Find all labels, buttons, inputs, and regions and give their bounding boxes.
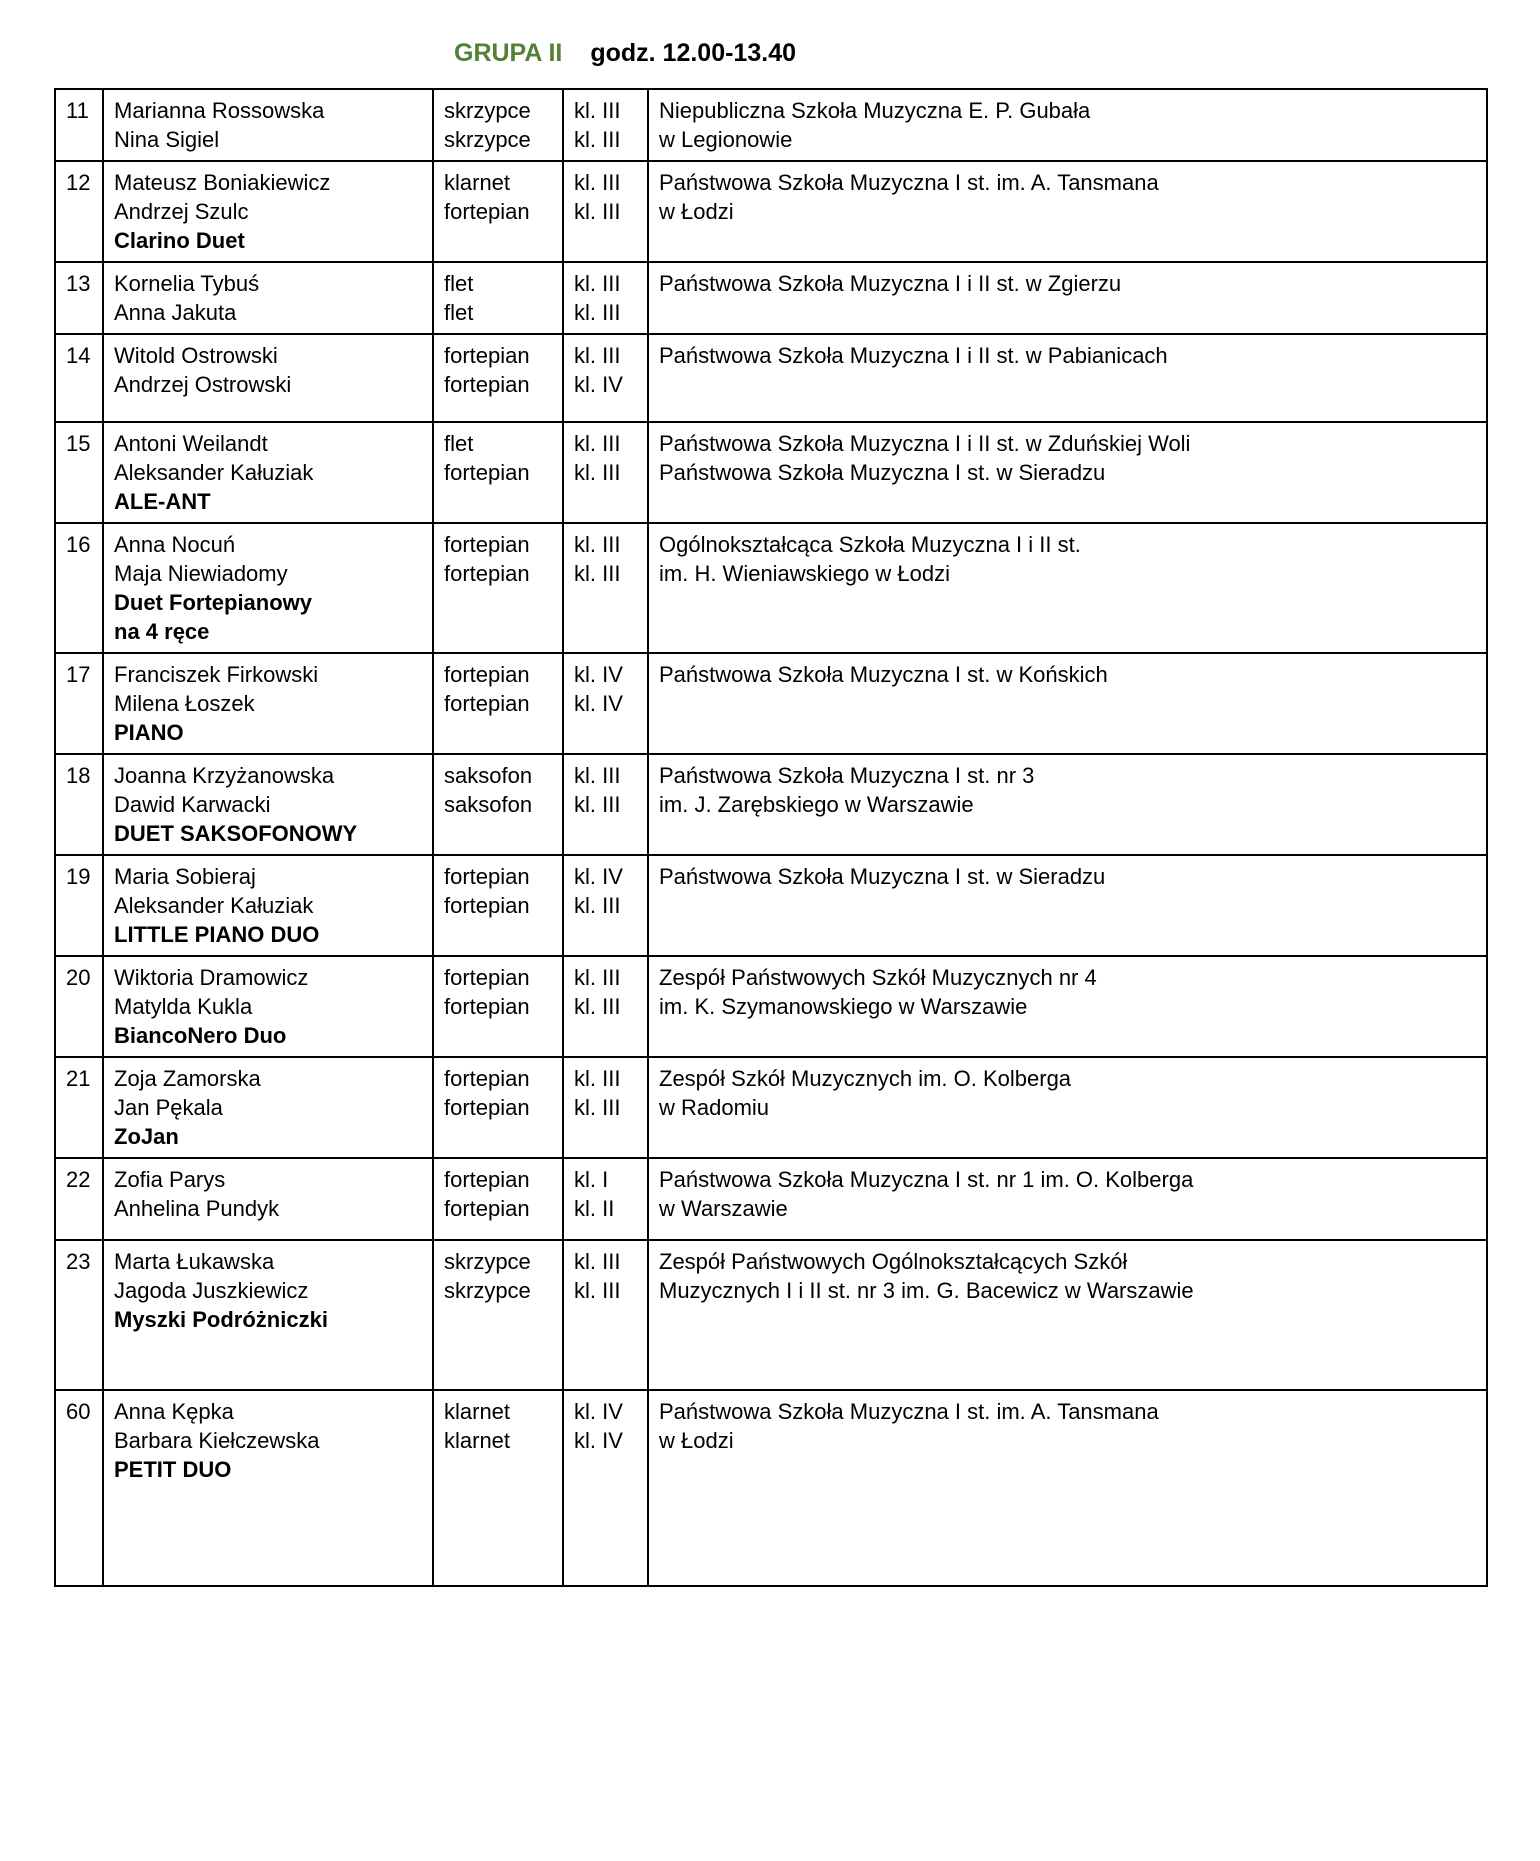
instruments-cell	[433, 523, 563, 653]
school-line: Państwowa Szkoła Muzyczna I st. w Sieradzu	[659, 460, 1106, 485]
instrument: fortepian	[444, 1196, 530, 1221]
classes-cell	[563, 754, 648, 855]
performer-name: Wiktoria Dramowicz	[114, 965, 309, 990]
classes-cell	[563, 161, 648, 262]
performers-cell	[103, 89, 433, 161]
performer-name: Dawid Karwacki	[114, 792, 271, 817]
class-level: kl. III	[574, 965, 621, 990]
class-level: kl. III	[574, 1066, 621, 1091]
row-number: 22	[55, 1158, 103, 1240]
instruments-cell	[433, 1158, 563, 1240]
performer-name: Nina Sigiel	[114, 127, 220, 152]
performer-name: Anna Kępka	[114, 1399, 234, 1424]
row-number: 16	[55, 523, 103, 653]
class-level: kl. III	[574, 431, 621, 456]
instrument: saksofon	[444, 792, 533, 817]
school-cell	[648, 1240, 1487, 1390]
group-label: GRUPA II	[454, 39, 563, 67]
ensemble-name: LITTLE PIANO DUO	[114, 922, 320, 947]
classes-cell	[563, 1390, 648, 1586]
performer-name: Franciszek Firkowski	[114, 662, 319, 687]
ensemble-name: ZoJan	[114, 1124, 179, 1149]
row-number: 12	[55, 161, 103, 262]
performer-name: Andrzej Szulc	[114, 199, 249, 224]
row-number: 13	[55, 262, 103, 334]
performer-name: Marta Łukawska	[114, 1249, 275, 1274]
school-line: Niepubliczna Szkoła Muzyczna E. P. Gubała	[659, 98, 1091, 123]
row-number: 17	[55, 653, 103, 754]
class-level: kl. IV	[574, 691, 623, 716]
performer-name: Kornelia Tybuś	[114, 271, 260, 296]
school-cell	[648, 262, 1487, 334]
classes-cell	[563, 653, 648, 754]
performer-name: Maja Niewiadomy	[114, 561, 288, 586]
row-number: 21	[55, 1057, 103, 1158]
performer-name: Milena Łoszek	[114, 691, 255, 716]
table-row	[55, 1390, 1487, 1586]
school-line: Państwowa Szkoła Muzyczna I st. w Sieradzu	[659, 864, 1106, 889]
school-line: Państwowa Szkoła Muzyczna I st. nr 3	[659, 763, 1035, 788]
row-number: 60	[55, 1390, 103, 1586]
table-row	[55, 262, 1487, 334]
instruments-cell	[433, 754, 563, 855]
school-line: Państwowa Szkoła Muzyczna I st. nr 1 im. O. Kolberga	[659, 1167, 1194, 1192]
school-cell	[648, 1390, 1487, 1586]
table-row	[55, 422, 1487, 523]
performers-cell	[103, 653, 433, 754]
performers-cell	[103, 334, 433, 422]
school-line: Ogólnokształcąca Szkoła Muzyczna I i II st.	[659, 532, 1081, 557]
performers-cell	[103, 855, 433, 956]
performer-name: Anhelina Pundyk	[114, 1196, 280, 1221]
instrument: fortepian	[444, 994, 530, 1019]
class-level: kl. III	[574, 561, 621, 586]
instruments-cell	[433, 422, 563, 523]
school-line: im. K. Szymanowskiego w Warszawie	[659, 994, 1028, 1019]
performers-cell	[103, 262, 433, 334]
performers-cell	[103, 422, 433, 523]
class-level: kl. III	[574, 199, 621, 224]
instrument: flet	[444, 431, 474, 456]
school-cell	[648, 89, 1487, 161]
table-row	[55, 855, 1487, 956]
performer-name: Marianna Rossowska	[114, 98, 325, 123]
performers-cell	[103, 161, 433, 262]
classes-cell	[563, 89, 648, 161]
school-line: Zespół Państwowych Ogólnokształcących Szkół	[659, 1249, 1128, 1274]
class-level: kl. III	[574, 300, 621, 325]
classes-cell	[563, 523, 648, 653]
class-level: kl. III	[574, 127, 621, 152]
school-line: Państwowa Szkoła Muzyczna I i II st. w Zgierzu	[659, 271, 1122, 296]
instrument: fortepian	[444, 1167, 530, 1192]
school-line: w Radomiu	[659, 1095, 770, 1120]
school-line: Państwowa Szkoła Muzyczna I st. im. A. Tansmana	[659, 1399, 1159, 1424]
class-level: kl. IV	[574, 1399, 623, 1424]
class-level: kl. III	[574, 343, 621, 368]
performers-cell	[103, 1240, 433, 1390]
school-line: Państwowa Szkoła Muzyczna I st. im. A. Tansmana	[659, 170, 1159, 195]
class-level: kl. II	[574, 1196, 615, 1221]
table-row	[55, 1158, 1487, 1240]
ensemble-name: PETIT DUO	[114, 1457, 232, 1482]
classes-cell	[563, 1158, 648, 1240]
instruments-cell	[433, 653, 563, 754]
class-level: kl. IV	[574, 662, 623, 687]
instrument: klarnet	[444, 1428, 511, 1453]
classes-cell	[563, 334, 648, 422]
school-line: Państwowa Szkoła Muzyczna I i II st. w Pabianicach	[659, 343, 1168, 368]
row-number: 15	[55, 422, 103, 523]
ensemble-name: Duet Fortepianowy	[114, 590, 313, 615]
instruments-cell	[433, 1390, 563, 1586]
table-row	[55, 956, 1487, 1057]
performers-cell	[103, 523, 433, 653]
page-title	[454, 0, 1486, 68]
instrument: skrzypce	[444, 98, 531, 123]
participants-table-body	[55, 89, 1487, 1586]
school-cell	[648, 855, 1487, 956]
ensemble-name: DUET SAKSOFONOWY	[114, 821, 358, 846]
instrument: flet	[444, 271, 474, 296]
ensemble-name: Clarino Duet	[114, 228, 245, 253]
instrument: fortepian	[444, 460, 530, 485]
performers-cell	[103, 1158, 433, 1240]
performer-name: Witold Ostrowski	[114, 343, 278, 368]
performer-name: Zofia Parys	[114, 1167, 226, 1192]
class-level: kl. III	[574, 532, 621, 557]
performers-cell	[103, 754, 433, 855]
performer-name: Aleksander Kałuziak	[114, 460, 314, 485]
ensemble-name: PIANO	[114, 720, 184, 745]
class-level: kl. I	[574, 1167, 609, 1192]
instrument: klarnet	[444, 1399, 511, 1424]
performer-name: Barbara Kiełczewska	[114, 1428, 320, 1453]
instrument: fortepian	[444, 199, 530, 224]
instrument: fortepian	[444, 561, 530, 586]
school-line: w Łodzi	[659, 199, 734, 224]
instrument: fortepian	[444, 343, 530, 368]
table-row	[55, 89, 1487, 161]
performer-name: Aleksander Kałuziak	[114, 893, 314, 918]
instrument: skrzypce	[444, 1278, 531, 1303]
instruments-cell	[433, 1057, 563, 1158]
class-level: kl. IV	[574, 1428, 623, 1453]
school-line: Państwowa Szkoła Muzyczna I i II st. w Zduńskiej Woli	[659, 431, 1191, 456]
instruments-cell	[433, 334, 563, 422]
class-level: kl. III	[574, 893, 621, 918]
class-level: kl. III	[574, 1278, 621, 1303]
performer-name: Jagoda Juszkiewicz	[114, 1278, 309, 1303]
ensemble-name: ALE-ANT	[114, 489, 211, 514]
class-level: kl. III	[574, 763, 621, 788]
school-cell	[648, 422, 1487, 523]
instrument: saksofon	[444, 763, 533, 788]
school-cell	[648, 334, 1487, 422]
performers-cell	[103, 956, 433, 1057]
school-line: Muzycznych I i II st. nr 3 im. G. Bacewicz w Warszawie	[659, 1278, 1194, 1303]
instrument: flet	[444, 300, 474, 325]
table-row	[55, 754, 1487, 855]
instrument: skrzypce	[444, 1249, 531, 1274]
performer-name: Anna Jakuta	[114, 300, 237, 325]
school-line: Zespół Szkół Muzycznych im. O. Kolberga	[659, 1066, 1072, 1091]
performer-name: Matylda Kukla	[114, 994, 253, 1019]
performer-name: Maria Sobieraj	[114, 864, 256, 889]
instruments-cell	[433, 855, 563, 956]
school-line: im. J. Zarębskiego w Warszawie	[659, 792, 974, 817]
table-row	[55, 653, 1487, 754]
table-row	[55, 1240, 1487, 1390]
row-number: 11	[55, 89, 103, 161]
instrument: fortepian	[444, 893, 530, 918]
instrument: fortepian	[444, 662, 530, 687]
class-level: kl. III	[574, 1249, 621, 1274]
school-line: w Łodzi	[659, 1428, 734, 1453]
class-level: kl. III	[574, 792, 621, 817]
performer-name: Anna Nocuń	[114, 532, 236, 557]
ensemble-name: BiancoNero Duo	[114, 1023, 287, 1048]
class-level: kl. III	[574, 994, 621, 1019]
table-row	[55, 161, 1487, 262]
instrument: fortepian	[444, 532, 530, 557]
instrument: fortepian	[444, 1095, 530, 1120]
ensemble-name: na 4 ręce	[114, 619, 210, 644]
performer-name: Mateusz Boniakiewicz	[114, 170, 331, 195]
class-level: kl. III	[574, 1095, 621, 1120]
time-label: godz. 12.00-13.40	[590, 39, 796, 67]
instrument: skrzypce	[444, 127, 531, 152]
participants-table	[54, 88, 1488, 1587]
school-cell	[648, 653, 1487, 754]
row-number: 14	[55, 334, 103, 422]
instrument: klarnet	[444, 170, 511, 195]
classes-cell	[563, 1057, 648, 1158]
performer-name: Antoni Weilandt	[114, 431, 268, 456]
instruments-cell	[433, 1240, 563, 1390]
row-number: 18	[55, 754, 103, 855]
row-number: 20	[55, 956, 103, 1057]
school-line: Zespół Państwowych Szkół Muzycznych nr 4	[659, 965, 1097, 990]
school-line: im. H. Wieniawskiego w Łodzi	[659, 561, 950, 586]
instrument: fortepian	[444, 965, 530, 990]
class-level: kl. III	[574, 271, 621, 296]
class-level: kl. III	[574, 170, 621, 195]
instrument: fortepian	[444, 691, 530, 716]
class-level: kl. IV	[574, 864, 623, 889]
instruments-cell	[433, 89, 563, 161]
performers-cell	[103, 1390, 433, 1586]
table-row	[55, 523, 1487, 653]
performer-name: Jan Pękala	[114, 1095, 223, 1120]
school-cell	[648, 1158, 1487, 1240]
table-row	[55, 334, 1487, 422]
instruments-cell	[433, 262, 563, 334]
performer-name: Zoja Zamorska	[114, 1066, 261, 1091]
classes-cell	[563, 422, 648, 523]
performers-cell	[103, 1057, 433, 1158]
row-number: 23	[55, 1240, 103, 1390]
classes-cell	[563, 262, 648, 334]
school-line: w Legionowie	[659, 127, 793, 152]
class-level: kl. III	[574, 460, 621, 485]
instrument: fortepian	[444, 864, 530, 889]
classes-cell	[563, 1240, 648, 1390]
instrument: fortepian	[444, 1066, 530, 1091]
school-cell	[648, 161, 1487, 262]
class-level: kl. III	[574, 98, 621, 123]
classes-cell	[563, 956, 648, 1057]
school-cell	[648, 956, 1487, 1057]
school-cell	[648, 1057, 1487, 1158]
class-level: kl. IV	[574, 372, 623, 397]
row-number: 19	[55, 855, 103, 956]
table-row	[55, 1057, 1487, 1158]
school-line: Państwowa Szkoła Muzyczna I st. w Końskich	[659, 662, 1108, 687]
instrument: fortepian	[444, 372, 530, 397]
school-cell	[648, 523, 1487, 653]
school-cell	[648, 754, 1487, 855]
school-line: w Warszawie	[659, 1196, 788, 1221]
classes-cell	[563, 855, 648, 956]
performer-name: Andrzej Ostrowski	[114, 372, 292, 397]
instruments-cell	[433, 956, 563, 1057]
performer-name: Joanna Krzyżanowska	[114, 763, 335, 788]
instruments-cell	[433, 161, 563, 262]
ensemble-name: Myszki Podróżniczki	[114, 1307, 328, 1332]
